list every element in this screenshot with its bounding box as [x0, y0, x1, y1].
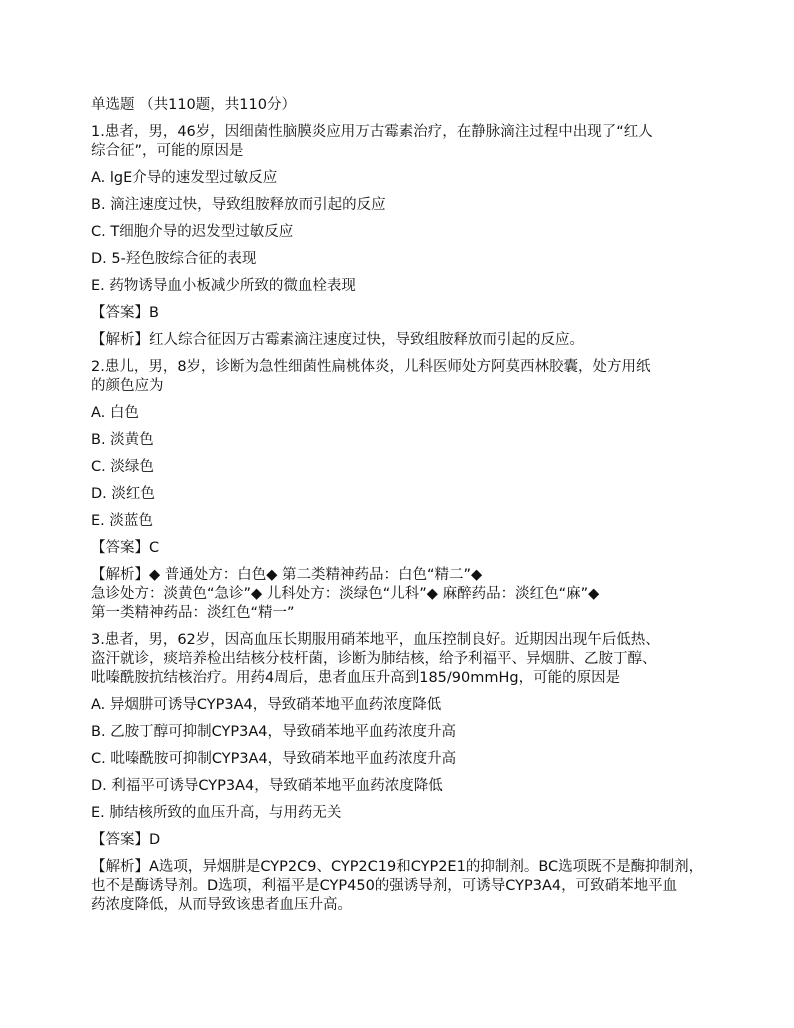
stem-line: 综合征”，可能的原因是: [91, 143, 244, 159]
option-e: E. 药物诱导血小板减少所致的微血栓表现: [91, 278, 356, 294]
question-stem: [91, 631, 711, 688]
explanation: [91, 331, 711, 350]
question-stem: [91, 123, 711, 161]
question-3: [91, 631, 711, 915]
explanation-line: 药浓度降低，从而导致该患者血压升高。: [91, 897, 352, 913]
document-page: [91, 96, 711, 923]
option-d: D. 5-羟色胺综合征的表现: [91, 251, 257, 267]
option-b: B. 乙胺丁醇可抑制CYP3A4，导致硝苯地平血药浓度升高: [91, 724, 457, 740]
option-c: C. 吡嗪酰胺可抑制CYP3A4，导致硝苯地平血药浓度升高: [91, 751, 457, 767]
explanation-line: 【解析】红人综合征因万古霉素滴注速度过快，导致组胺释放而引起的反应。: [91, 332, 584, 348]
question-2: [91, 358, 711, 623]
explanation-line: 急诊处方：淡黄色“急诊”◆ 儿科处方：淡绿色“儿科”◆ 麻醉药品：淡红色“麻”◆: [91, 586, 600, 602]
section-title: 单选题 （共110题，共110分）: [91, 97, 296, 113]
stem-line: 盗汗就诊，痰培养检出结核分枝杆菌，诊断为肺结核，给予利福平、异烟肼、乙胺丁醇、: [91, 651, 657, 667]
stem-line: 3.患者，男，62岁，因高血压长期服用硝苯地平，血压控制良好。近期因出现午后低热、: [91, 632, 660, 648]
option-e: E. 肺结核所致的血压升高，与用药无关: [91, 805, 342, 821]
answer: 【答案】C: [91, 540, 160, 556]
answer: 【答案】D: [91, 832, 161, 848]
option-b: B. 淡黄色: [91, 432, 154, 448]
option-d: D. 淡红色: [91, 486, 155, 502]
explanation-line: 也不是酶诱导剂。D选项，利福平是CYP450的强诱导剂，可诱导CYP3A4，可致硝苯地平血: [91, 878, 678, 894]
explanation-line: 【解析】◆ 普通处方：白色◆ 第二类精神药品：白色“精二”◆: [91, 567, 483, 583]
explanation: [91, 566, 711, 623]
explanation-line: 【解析】A选项，异烟肼是CYP2C9、CYP2C19和CYP2E1的抑制剂。BC选项既不是酶抑制剂，: [91, 859, 704, 875]
option-b: B. 滴注速度过快，导致组胺释放而引起的反应: [91, 197, 386, 213]
stem-line: 1.患者，男，46岁，因细菌性脑膜炎应用万古霉素治疗，在静脉滴注过程中出现了“红人: [91, 124, 653, 140]
option-e: E. 淡蓝色: [91, 513, 153, 529]
option-a: A. 白色: [91, 405, 139, 421]
question-stem: [91, 358, 711, 396]
option-c: C. 淡绿色: [91, 459, 154, 475]
explanation: [91, 858, 711, 915]
answer: 【答案】B: [91, 305, 159, 321]
question-1: [91, 123, 711, 350]
stem-line: 的颜色应为: [91, 378, 164, 394]
option-a: A. lgE介导的速发型过敏反应: [91, 170, 278, 186]
stem-line: 吡嗪酰胺抗结核治疗。用药4周后，患者血压升高到185/90mmHg，可能的原因是: [91, 670, 621, 686]
stem-line: 2.患儿，男，8岁，诊断为急性细菌性扁桃体炎，儿科医师处方阿莫西林胶囊，处方用纸: [91, 359, 651, 375]
option-a: A. 异烟肼可诱导CYP3A4，导致硝苯地平血药浓度降低: [91, 697, 442, 713]
option-c: C. T细胞介导的迟发型过敏反应: [91, 224, 294, 240]
option-d: D. 利福平可诱导CYP3A4，导致硝苯地平血药浓度降低: [91, 778, 443, 794]
explanation-line: 第一类精神药品：淡红色“精一”: [91, 605, 295, 621]
